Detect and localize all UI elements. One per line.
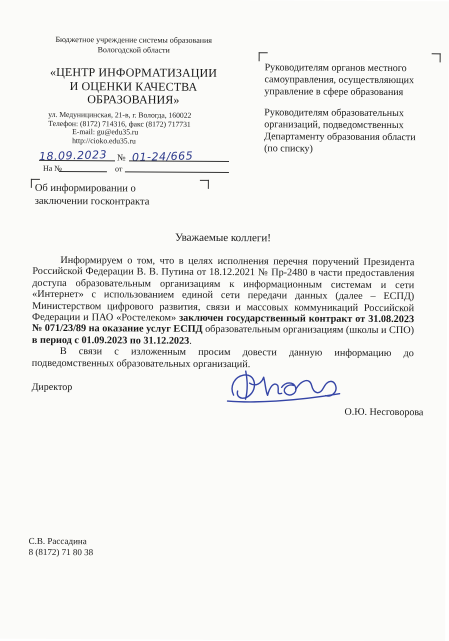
- subject-line-1: Об информировании о: [34, 182, 136, 195]
- service-period: в период с 01.09.2023 по 31.12.2023: [31, 334, 190, 347]
- recipient-2-line-4: (по списку): [264, 143, 313, 155]
- sender-contacts: [48, 111, 238, 147]
- reply-date-underline: [125, 171, 229, 173]
- paragraph-1: [32, 255, 415, 349]
- handwritten-signature: [223, 357, 345, 412]
- paragraph-2: В связи с изложенным просим довести данную информацию до подведомственных образовательных организаций.: [31, 346, 414, 370]
- p1-end: .: [189, 335, 192, 347]
- org-line-3: ОБРАЗОВАНИЯ»: [87, 92, 180, 107]
- recipient-2-line-3: Департаменту образования области: [264, 131, 416, 144]
- website: http://cioko.edu35.ru: [72, 135, 136, 146]
- subject: [35, 182, 205, 209]
- number-label: №: [117, 152, 126, 163]
- reply-to-label: На №: [42, 163, 62, 174]
- p1-mid: образовательным организациям (школы и СПО): [202, 324, 415, 337]
- signer-name: О.Ю. Несговорова: [344, 406, 424, 419]
- executor-name: С.В. Рассадина: [28, 535, 87, 547]
- recipient-2-line-2: организаций, подведомственных: [264, 119, 404, 132]
- phone: Телефон: (8172) 714316, факс (8172) 717731: [48, 118, 191, 129]
- p1-text: Информируем о том, что в целях исполнения перечня поручений Президента Российской Федерации В. В. Путина от 18.12.2021 № Пр-2480 в части предоставления доступа образовательным организациям к информационным системам и сети «Интернет» с использованием единой сети передачи данных (далее – ЕСПД) Министерством цифрового развития, связи и массовых коммуникаций Российской Федерации и ПАО «Ростелеком»: [32, 255, 415, 324]
- contract-info: заключен государственный контракт от 31.08.2023 № 071/23/89 на оказание услуг ЕСПД: [31, 312, 415, 336]
- registration-number: 01-24/665: [131, 149, 194, 165]
- recipient-2-line-1: Руководителям образовательных: [264, 107, 404, 120]
- recipient-1-line-3: управление в сфере образования: [264, 86, 404, 99]
- recipient-1-line-2: самоуправления, осуществляющих: [264, 74, 415, 87]
- bracket-corner: [259, 52, 268, 61]
- letter-body: [32, 255, 415, 371]
- email: E-mail: gu@edu35.ru: [72, 127, 139, 137]
- org-line-1: «ЦЕНТР ИНФОРМАТИЗАЦИИ: [49, 64, 218, 80]
- registration-line: [29, 147, 229, 178]
- reply-number-underline: [59, 171, 107, 172]
- from-label: от: [114, 164, 123, 174]
- signer-title: Директор: [31, 381, 73, 394]
- sender-line-1: Бюджетное учреждение системы образования: [55, 34, 213, 45]
- subject-line-2: заключении госконтракта: [34, 195, 150, 208]
- address: ул. Медуницинская, 21-в, г. Вологда, 160022: [48, 109, 192, 120]
- executor-phone: 8 (8172) 71 80 38: [28, 546, 94, 558]
- greeting: Уважаемые коллеги!: [175, 231, 272, 245]
- executor-info: [29, 536, 94, 558]
- bracket-corner: [200, 180, 209, 189]
- recipient-1-line-1: Руководителям органов местного: [264, 62, 407, 75]
- bracket-corner: [432, 53, 441, 62]
- organization-name: [33, 66, 233, 108]
- sender-line-2: Вологодской области: [97, 44, 170, 55]
- bracket-corner: [31, 179, 40, 188]
- recipients: [264, 62, 435, 156]
- org-line-2: И ОЦЕНКИ КАЧЕСТВА: [69, 78, 198, 94]
- registration-date: 18.09.2023: [38, 148, 108, 164]
- sender-block: [33, 35, 233, 108]
